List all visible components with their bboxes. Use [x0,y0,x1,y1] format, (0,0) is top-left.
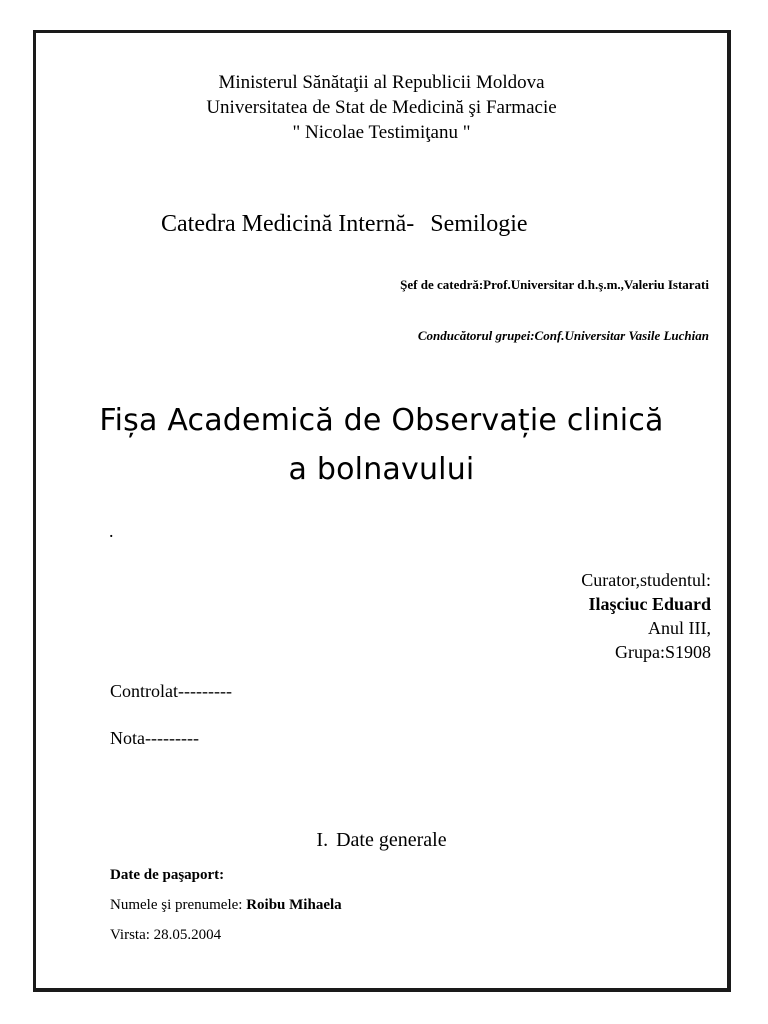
nota-line: Nota--------- [110,728,199,748]
university-name: Universitatea de Stat de Medicină şi Farmacie [206,97,557,118]
curator-label: Curator,studentul: [581,570,711,590]
patient-name-value: Roibu Mihaela [246,897,342,913]
section-number: I. [316,829,329,851]
passport-label [110,867,224,884]
section-title: Date generale [336,829,447,851]
patient-name-row [110,897,342,914]
curator-group: Grupa:S1908 [615,642,711,662]
department-heading [161,211,528,238]
curator-name: Ilaşciuc Eduard [588,594,711,614]
university-namesake: " Nicolae Testimiţanu " [292,122,471,143]
group-leader: Conducătorul grupei:Conf.Universitar Vasile Luchian [417,328,709,343]
document-page [33,30,731,992]
curator-block [581,568,711,664]
department-subject: Semilogie [430,211,528,237]
department-name: Catedra Medicină Internă- [161,211,415,237]
section-heading [36,829,727,852]
document-title-line-2: a bolnavului [288,452,475,487]
patient-age-row: Virsta: 28.05.2004 [110,927,222,943]
head-of-department: Şef de catedră:Prof.Universitar d.h.ş.m.,Valeriu Istarati [400,277,709,292]
passport-label-text: Date de paşaport: [110,867,225,883]
document-title-line-1: Fișa Academică de Observație clinică [99,403,664,438]
ministry-name: Ministerul Sănătaţii al Republicii Moldova [218,72,545,93]
controlat-line: Controlat--------- [110,681,232,701]
stray-dot: . [109,521,114,541]
curator-year: Anul III, [648,618,711,638]
patient-name-label: Numele şi prenumele: [110,897,243,913]
